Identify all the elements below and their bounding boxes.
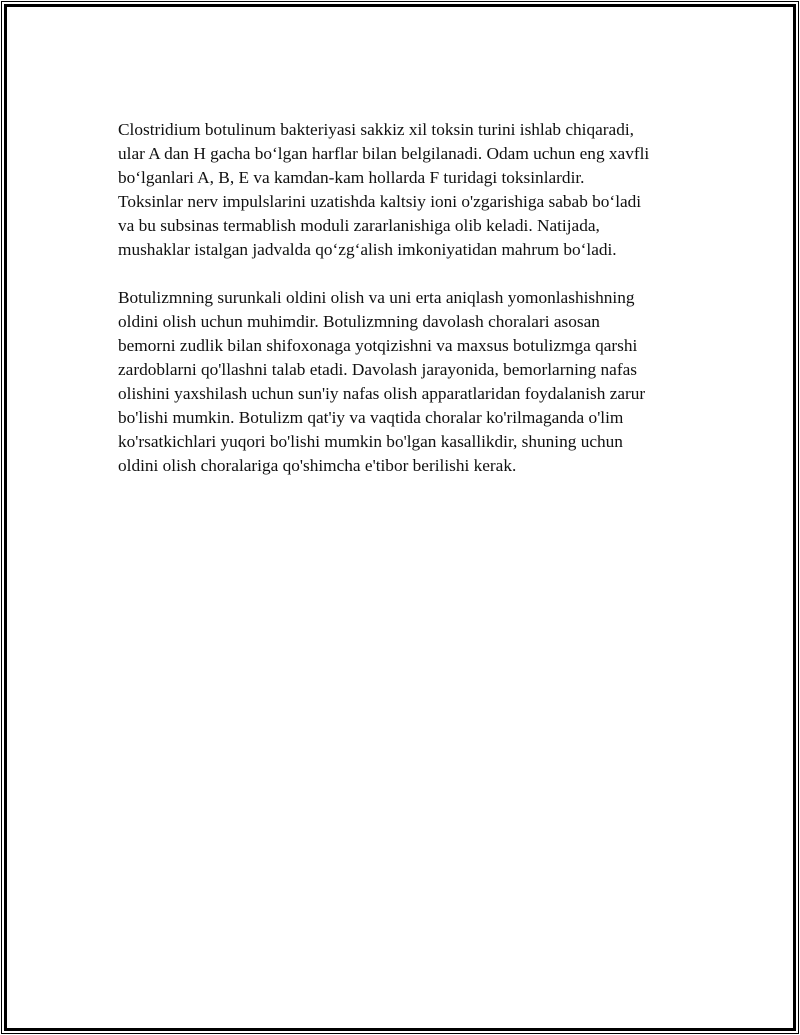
document-body (118, 118, 678, 478)
paragraph-botulinum-toxins: Clostridium botulinum bakteriyasi sakkiz xil toksin turini ishlab chiqaradi, ular A dan H gacha bo‘lgan harflar bilan belgilanadi. Odam uchun eng xavfli bo‘lganlari A, B, E va kamdan-kam hollarda F turidagi toksinlardir. Toksinlar nerv impulslarini uzatishda kaltsiy ioni o'zgarishiga sabab bo‘ladi va bu subsinas termablish moduli zararlanishiga olib keladi. Natijada, mushaklar istalgan jadvalda qo‘zg‘alish imkoniyatidan mahrum bo‘ladi. (118, 120, 650, 259)
paragraph-botulism-treatment: Botulizmning surunkali oldini olish va uni erta aniqlash yomonlashishning oldini olish uchun muhimdir. Botulizmning davolash choralari asosan bemorni zudlik bilan shifoxonaga yotqizishni va maxsus botulizmga qarshi zardoblarni qo'llashni talab etadi. Davolash jarayonida, bemorlarning nafas olishini yaxshilash uchun sun'iy nafas olish apparatlaridan foydalanish zarur bo'lishi mumkin. Botulizm qat'iy va vaqtida choralar ko'rilmaganda o'lim ko'rsatkichlari yuqori bo'lishi mumkin bo'lgan kasallikdir, shuning uchun oldini olish choralariga qo'shimcha e'tibor berilishi kerak. (118, 288, 646, 475)
